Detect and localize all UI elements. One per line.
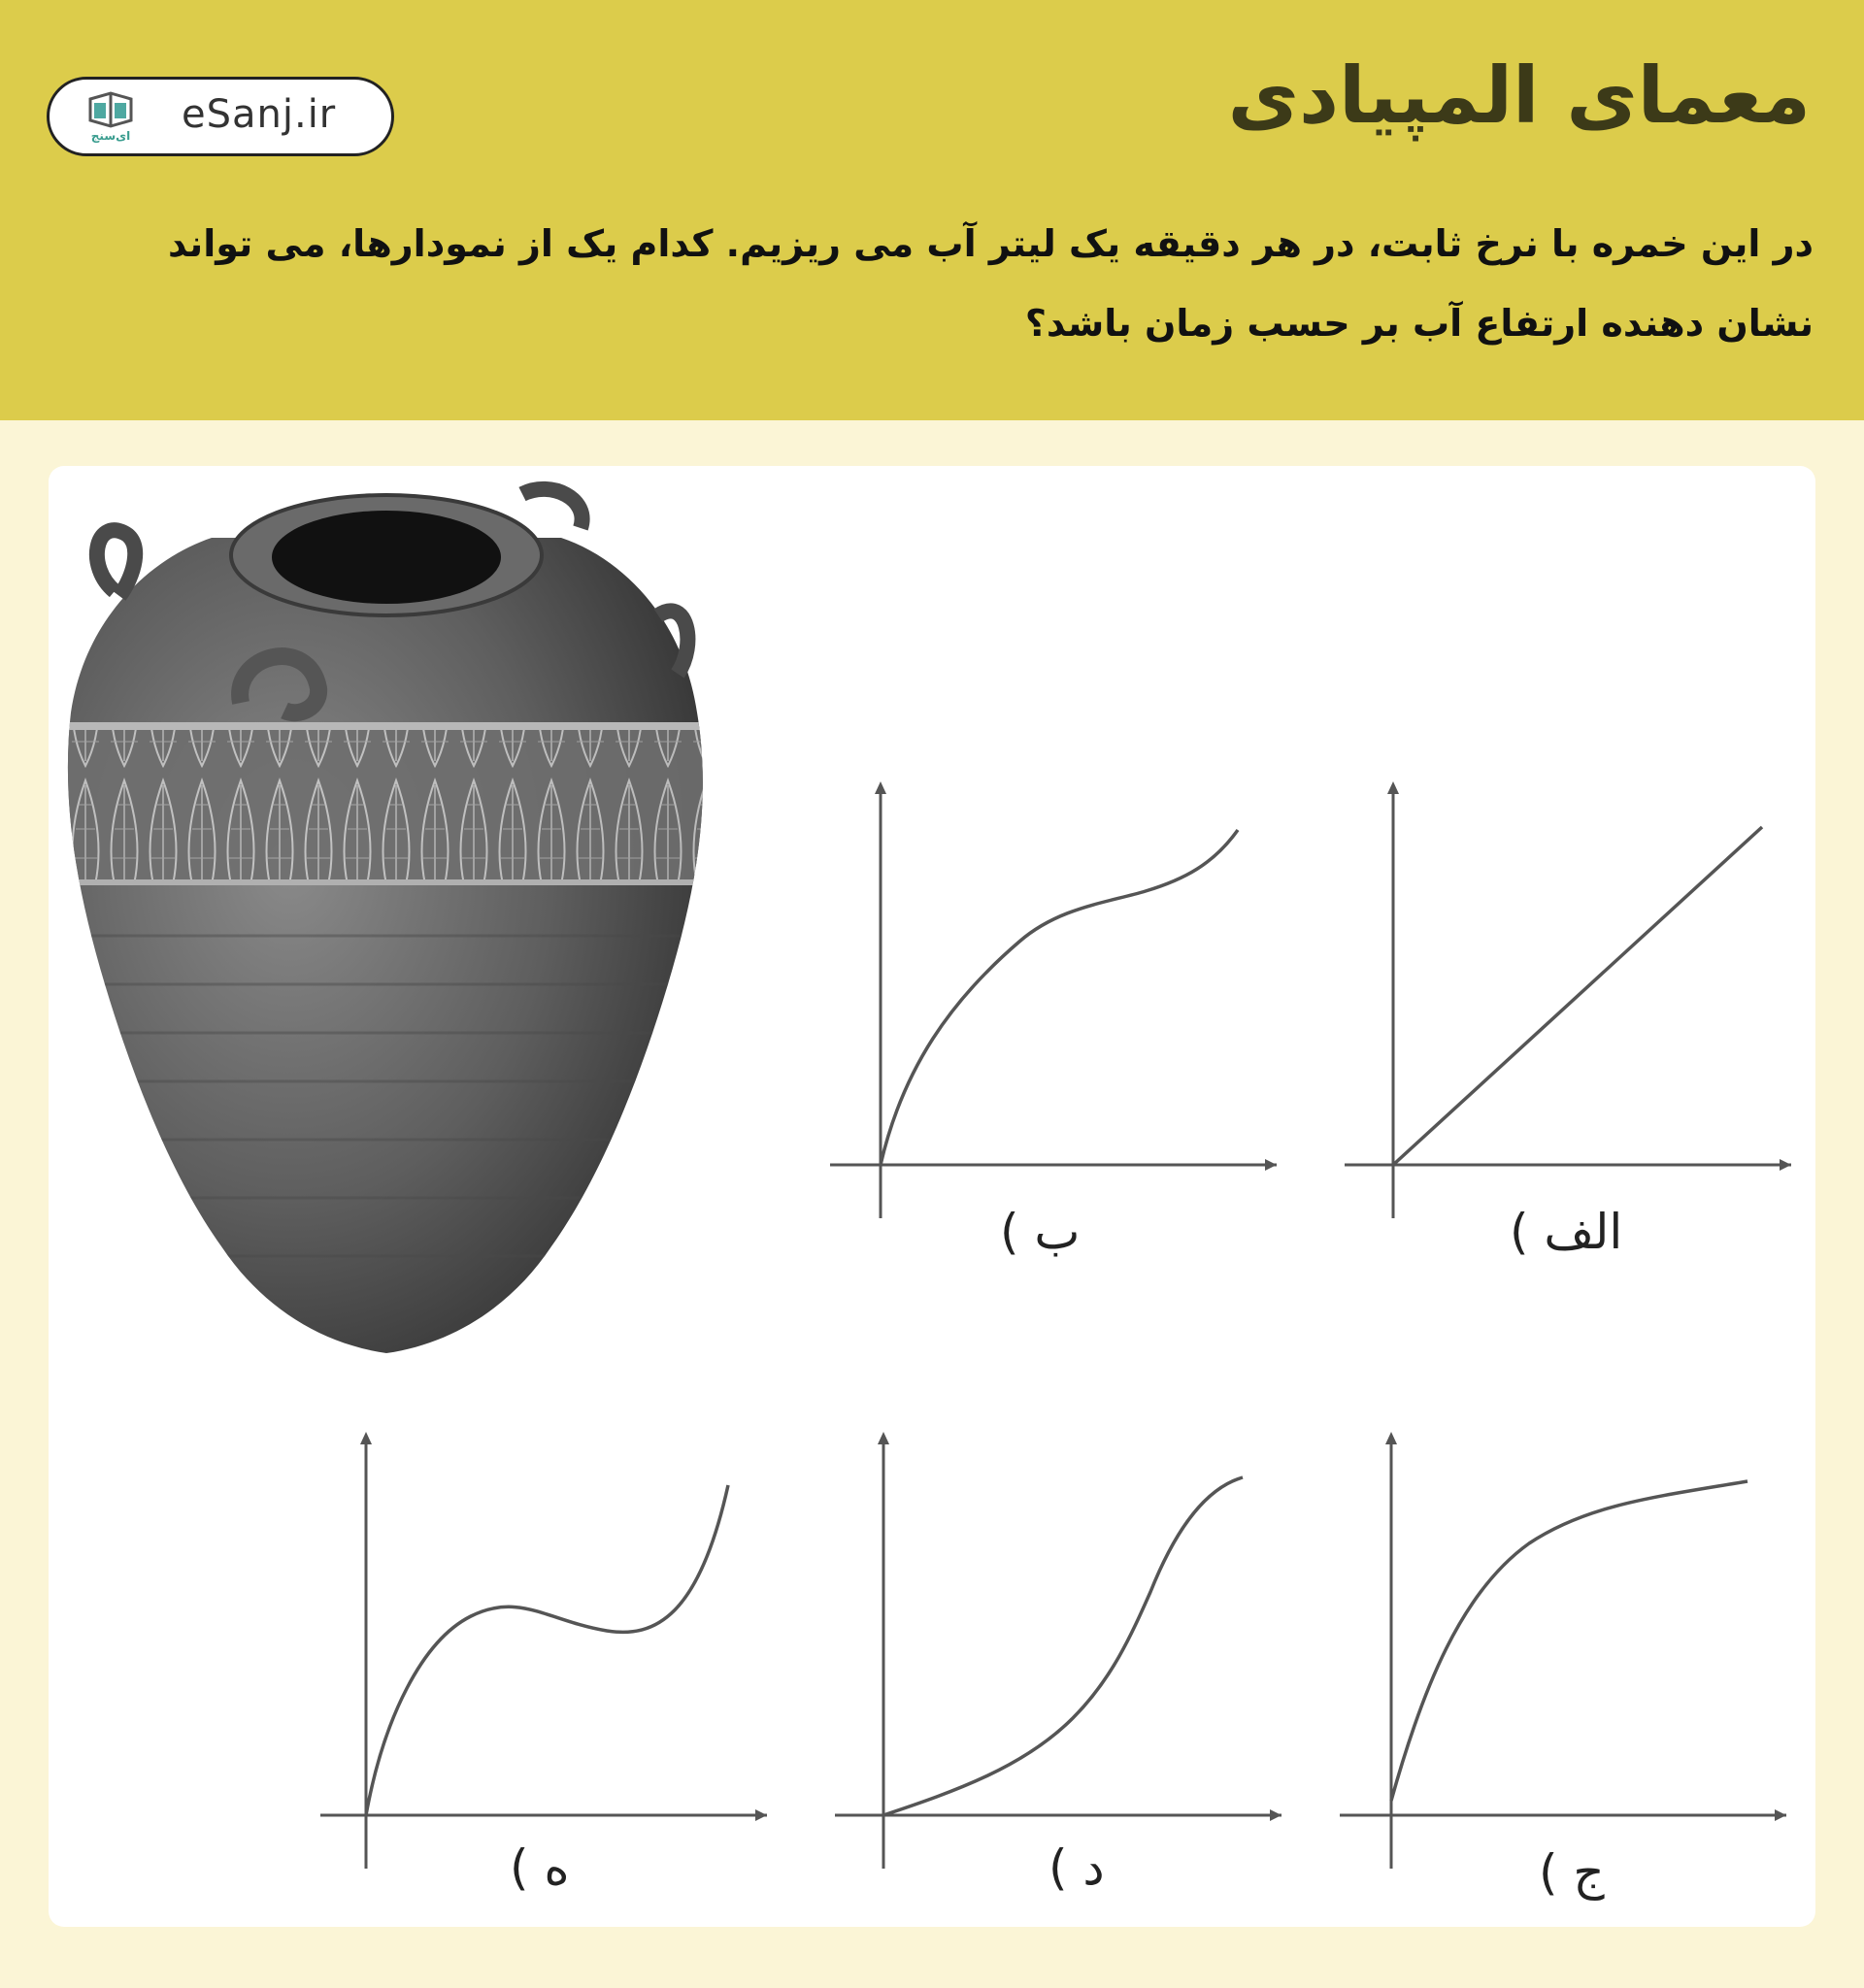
graph-option-be[interactable]	[825, 777, 1286, 1223]
site-name: eSanj.ir	[182, 92, 337, 137]
esanj-logo-icon	[84, 91, 137, 146]
graph-label-alef: الف )	[1510, 1204, 1623, 1260]
header-banner	[0, 0, 1864, 420]
graph-label-be: ب )	[1000, 1204, 1081, 1260]
esanj-logo-brand-text: ای‌سنج	[90, 129, 131, 143]
question-line-2: نشان دهنده ارتفاع آب بر حسب زمان باشد؟	[1024, 302, 1814, 345]
site-logo-badge[interactable]	[47, 77, 394, 156]
graph-option-alef[interactable]	[1335, 777, 1796, 1223]
graph-curve-be	[881, 830, 1238, 1165]
graph-option-jim[interactable]	[1335, 1427, 1796, 1873]
graph-option-dal[interactable]	[830, 1427, 1291, 1873]
graph-curve-he	[366, 1485, 728, 1815]
graph-curve-alef	[1393, 827, 1762, 1165]
page-title: معمای المپیادی	[1227, 50, 1811, 141]
graph-label-dal: د )	[1048, 1839, 1105, 1896]
graph-label-jim: ج )	[1539, 1844, 1605, 1901]
graph-curve-dal	[883, 1477, 1243, 1815]
question-line-1: در این خمره با نرخ ثابت، در هر دقیقه یک لیتر آب می ریزیم. کدام یک از نمودارها، می تواند	[167, 222, 1814, 265]
clay-vase-photo	[66, 480, 707, 1363]
graph-label-he: ه )	[510, 1839, 570, 1896]
graph-option-he[interactable]	[316, 1427, 777, 1873]
graph-curve-jim	[1391, 1481, 1748, 1801]
question-text	[50, 204, 1814, 363]
